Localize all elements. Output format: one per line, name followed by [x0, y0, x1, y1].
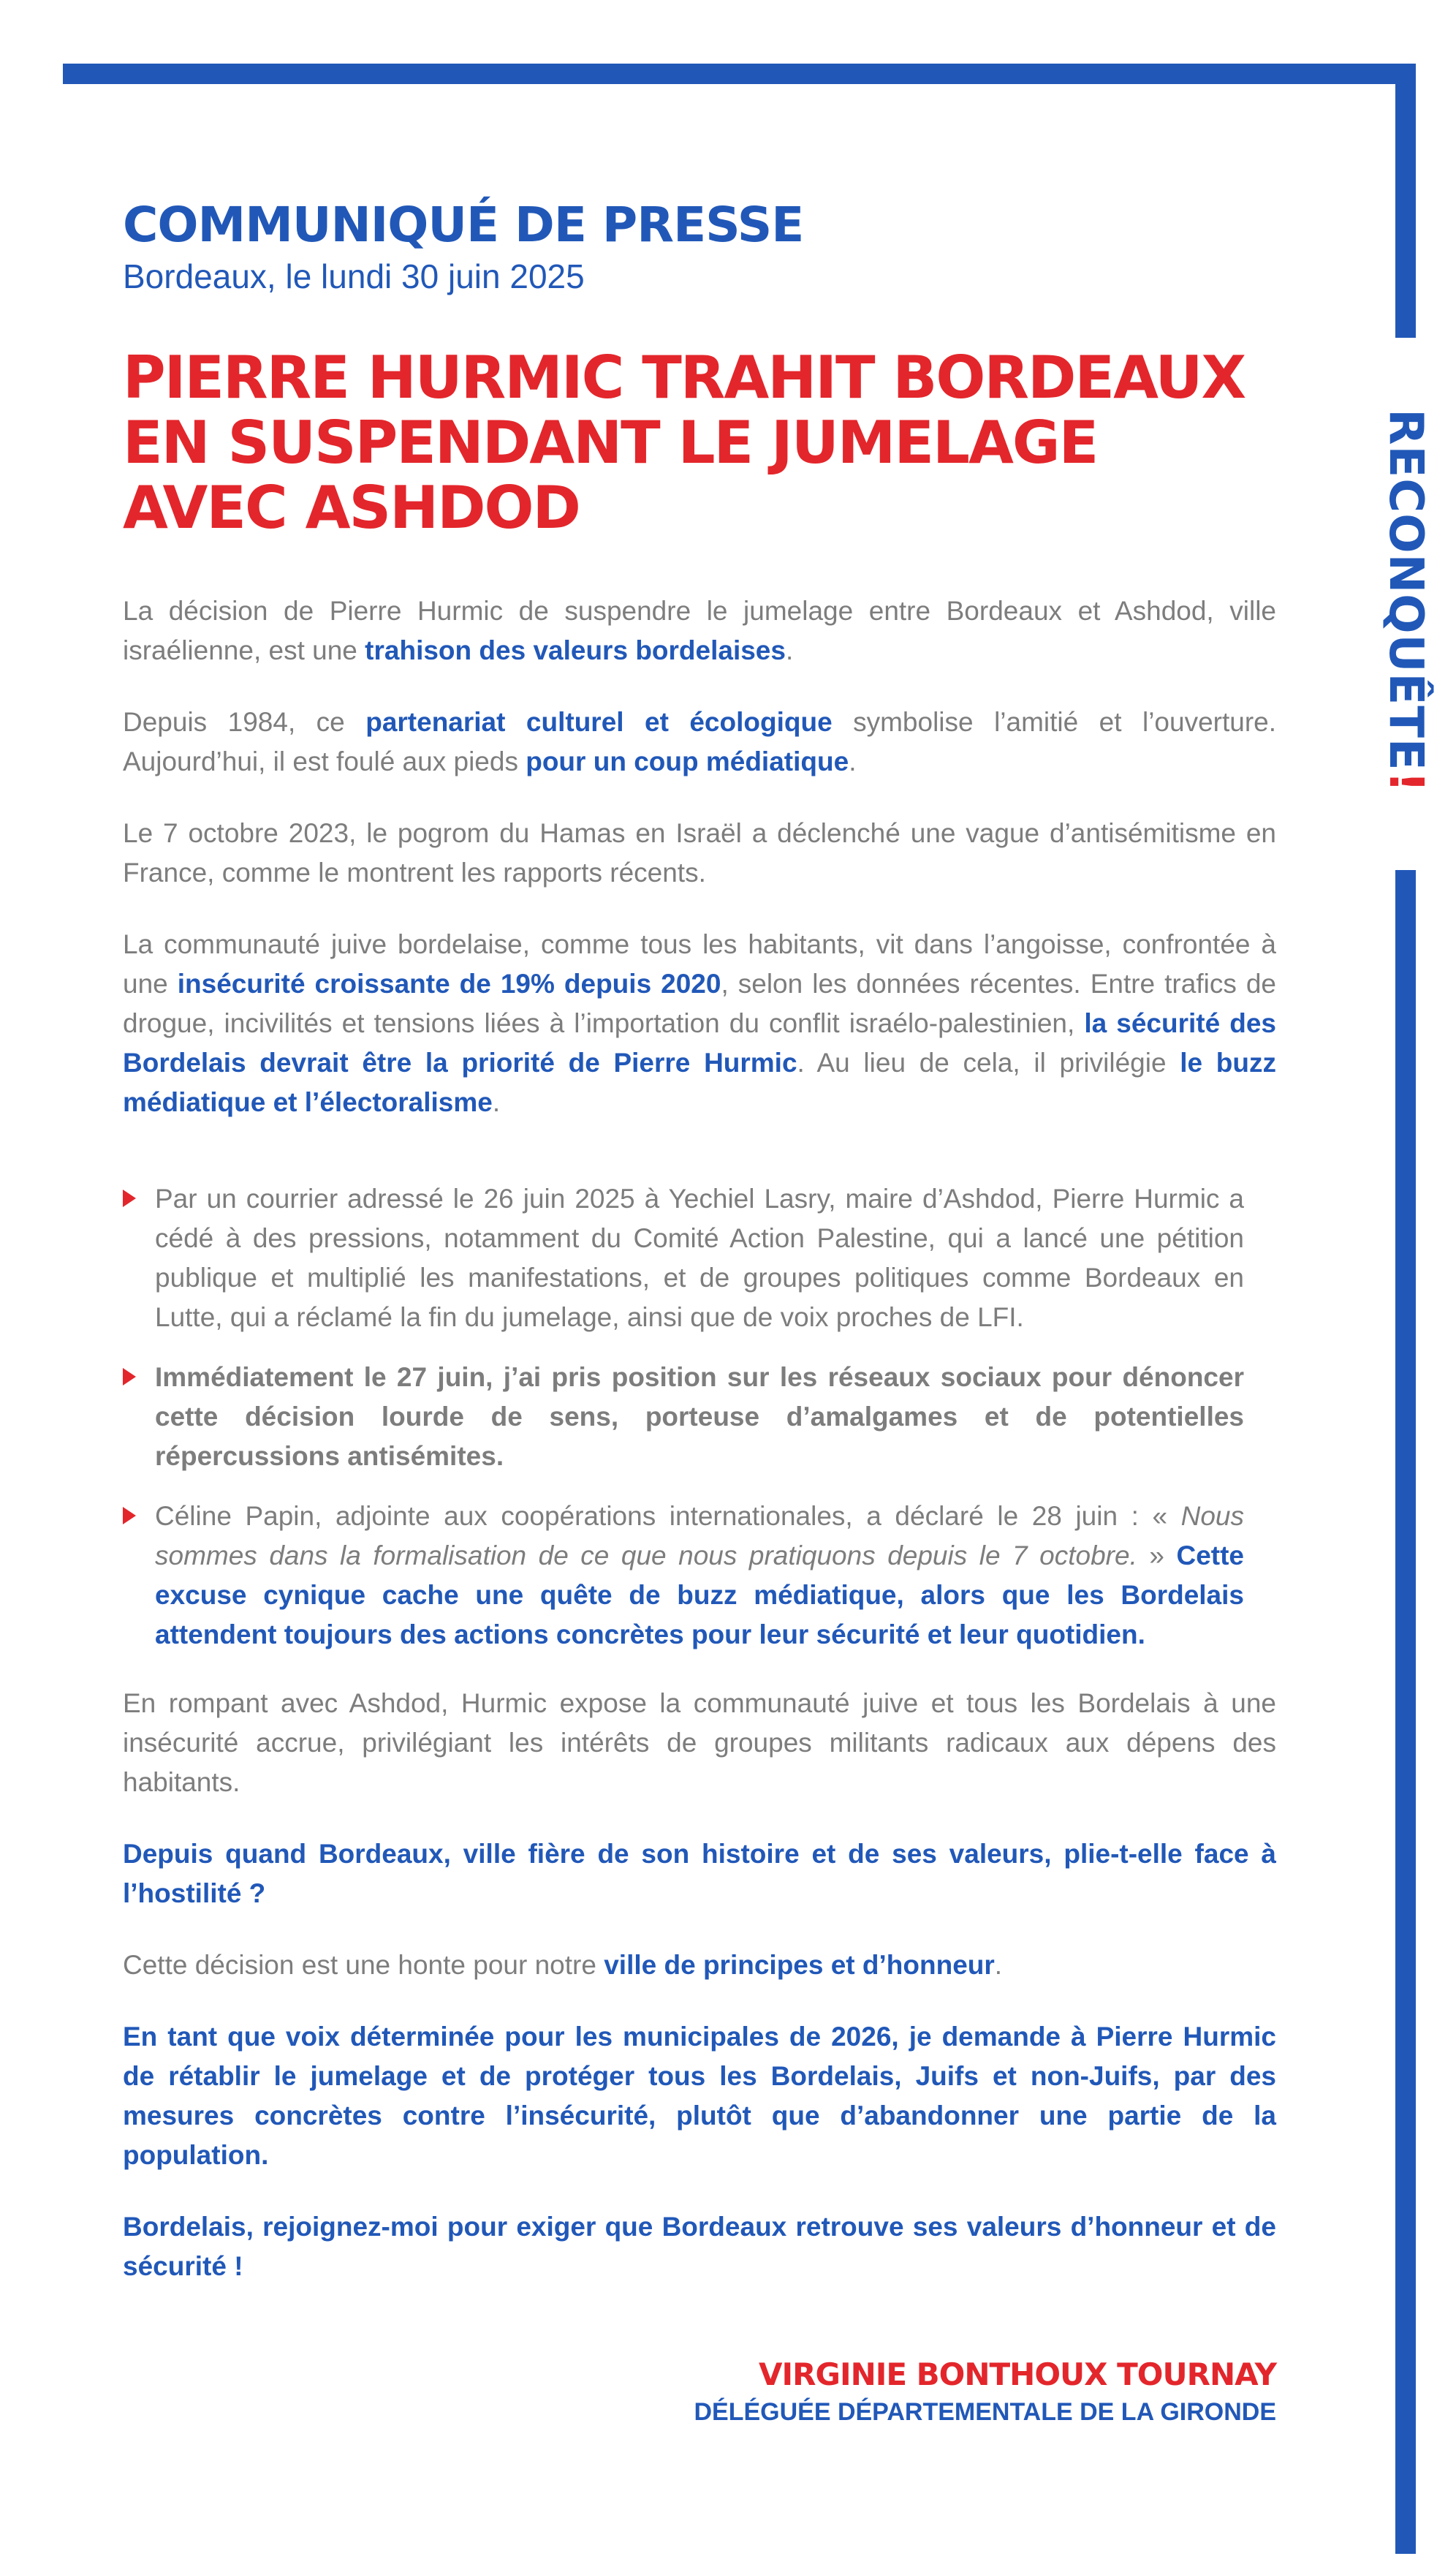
bullet-3-text: Céline Papin, adjointe aux coopérations internationales, a déclaré le 28 juin : «	[155, 1501, 1181, 1531]
bullet-item-1	[123, 1179, 1276, 1337]
p4-highlight-1: insécurité croissante de 19% depuis 2020	[177, 969, 721, 999]
p2-highlight-1: partenariat culturel et écologique	[365, 707, 833, 737]
bullet-2-text: Immédiatement le 27 juin, j’ai pris position sur les réseaux sociaux pour dénoncer cette décision lourde de sens, porteuse d’amalgames et de potentielles répercussions antisémites.	[155, 1362, 1244, 1471]
paragraph-9: Bordelais, rejoignez-moi pour exiger que Bordeaux retrouve ses valeurs d’honneur et de sécurité !	[123, 2212, 1276, 2281]
red-triangle-icon	[123, 1507, 136, 1524]
p7-highlight: ville de principes et d’honneur	[604, 1950, 995, 1980]
bullet-item-3	[123, 1497, 1276, 1655]
brand-name: RECONQUÊTE	[1379, 409, 1433, 771]
bullet-3-highlight: Cette excuse cynique cache une quête de buzz médiatique, alors que les Bordelais attendent toujours des actions concrètes pour leur sécurité et leur quotidien.	[155, 1540, 1244, 1649]
p1-text: La décision de Pierre Hurmic de suspendre le jumelage entre Bordeaux et Ashdod, ville israélienne, est une	[123, 596, 1276, 665]
bullet-item-2	[123, 1358, 1276, 1476]
bullet-1-text: Par un courrier adressé le 26 juin 2025 à Yechiel Lasry, maire d’Ashdod, Pierre Hurmic a cédé à des pressions, notamment du Comité Action Palestine, qui a lancé une pétition publique et multiplié les manifestations, et de groupes politiques comme Bordeaux en Lutte, qui a réclamé la fin du jumelage, ainsi que de voix proches de LFI.	[155, 1184, 1244, 1332]
signature-name: VIRGINIE BONTHOUX TOURNAY	[759, 2356, 1276, 2392]
brand-logo	[1379, 409, 1433, 793]
brand-exclamation: !	[1379, 771, 1433, 793]
paragraph-6: Depuis quand Bordeaux, ville fière de son histoire et de ses valeurs, plie-t-elle face à l’hostilité ?	[123, 1839, 1276, 1908]
p2-text: Depuis 1984, ce	[123, 707, 366, 737]
red-triangle-icon	[123, 1190, 136, 1207]
p2-highlight-2: pour un coup médiatique	[526, 746, 849, 776]
bullet-3-quote: Nous sommes dans la formalisation de ce que nous pratiquons depuis le 7 octobre.	[155, 1501, 1244, 1570]
paragraph-2	[123, 703, 1276, 782]
frame-right-bar-upper	[1395, 64, 1416, 338]
p4-end: .	[492, 1087, 501, 1117]
p2-end: .	[849, 746, 857, 776]
bullet-list	[123, 1179, 1276, 1655]
p1-highlight: trahison des valeurs bordelaises	[365, 635, 786, 665]
signature-role: DÉLÉGUÉE DÉPARTEMENTALE DE LA GIRONDE	[694, 2398, 1276, 2426]
p4-text: La communauté juive bordelaise, comme tous les habitants, vit dans l’angoisse, confrontée à une	[123, 929, 1276, 999]
headline: PIERRE HURMIC TRAHIT BORDEAUX EN SUSPENDANT LE JUMELAGE AVEC ASHDOD	[123, 344, 1245, 542]
p7-end: .	[994, 1950, 1003, 1980]
dateline: Bordeaux, le lundi 30 juin 2025	[123, 257, 585, 295]
paragraph-4	[123, 925, 1276, 1122]
p4-text-2: , selon les données récentes. Entre trafics de drogue, incivilités et tensions liées à l’importation du conflit israélo-palestinien,	[123, 969, 1276, 1038]
paragraph-1	[123, 591, 1276, 670]
p4-highlight-3: le buzz médiatique et l’électoralisme	[123, 1048, 1277, 1117]
p4-text-3: . Au lieu de cela, il privilégie	[797, 1048, 1180, 1078]
frame-top-bar	[63, 64, 1416, 84]
signature-block	[694, 2355, 1276, 2430]
press-release-kicker: COMMUNIQUÉ DE PRESSE	[123, 197, 804, 253]
p2-text-2: symbolise l’amitié et l’ouverture. Aujourd’hui, il est foulé aux pieds	[123, 707, 1277, 776]
p4-highlight-2: la sécurité des Bordelais devrait être la priorité de Pierre Hurmic	[123, 1008, 1276, 1078]
paragraph-8: En tant que voix déterminée pour les municipales de 2026, je demande à Pierre Hurmic de rétablir le jumelage et de protéger tous les Bordelais, Juifs et non-Juifs, par des mesures concrètes contre l’insécurité, plutôt que d’abandonner une partie de la population.	[123, 2022, 1276, 2170]
bullet-3-quote-close: »	[1137, 1540, 1177, 1570]
paragraph-5: En rompant avec Ashdod, Hurmic expose la communauté juive et tous les Bordelais à une insécurité accrue, privilégiant les intérêts de groupes militants radicaux aux dépens des habitants.	[123, 1688, 1276, 1797]
paragraph-3: Le 7 octobre 2023, le pogrom du Hamas en Israël a déclenché une vague d’antisémitisme en France, comme le montrent les rapports récents.	[123, 818, 1276, 888]
p7-text: Cette décision est une honte pour notre	[123, 1950, 604, 1980]
red-triangle-icon	[123, 1368, 136, 1385]
press-release-body	[123, 196, 1276, 2286]
paragraph-7	[123, 1946, 1276, 1985]
frame-right-bar-lower	[1395, 870, 1416, 2554]
p1-end: .	[785, 635, 794, 665]
